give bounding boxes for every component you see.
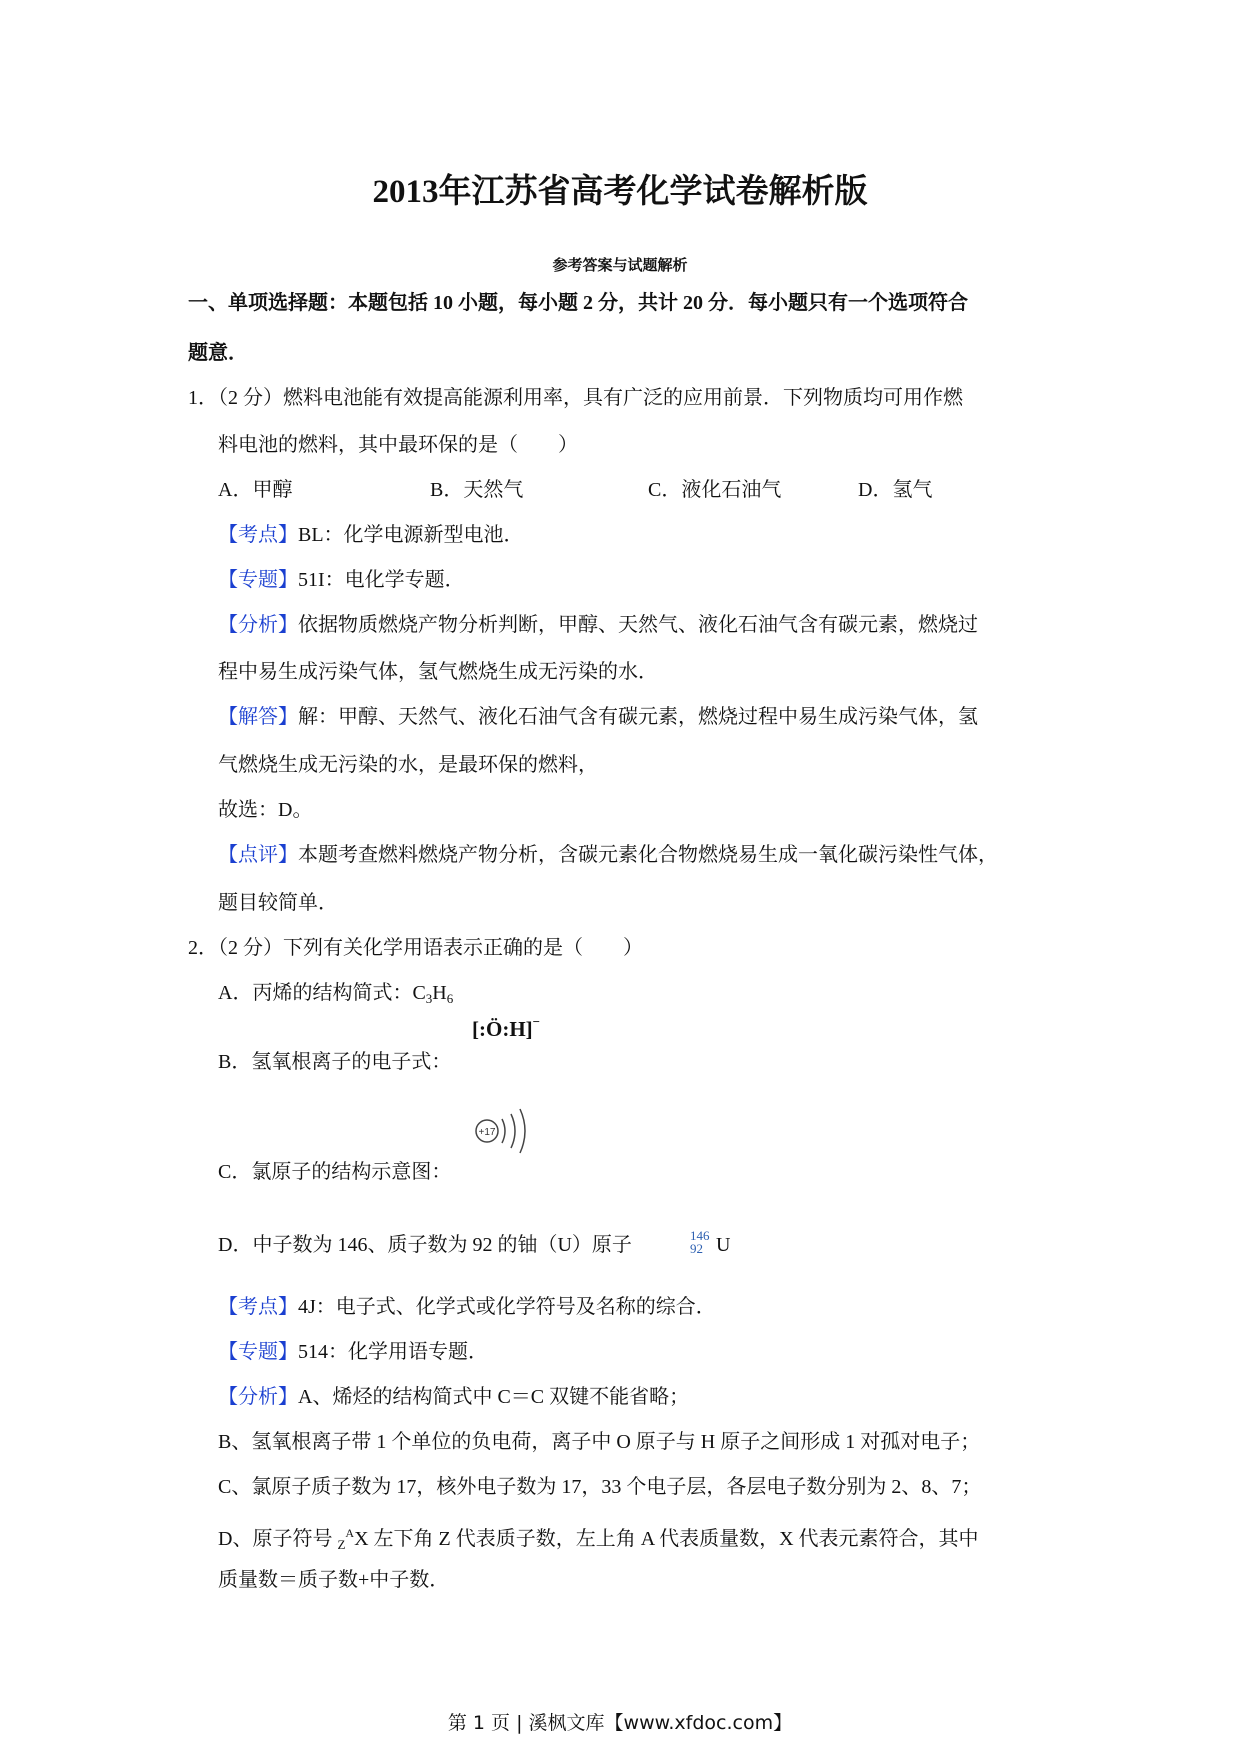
subscript: 3 xyxy=(425,991,433,1006)
q2-fenxi-d xyxy=(218,1521,979,1557)
q2-option-b: B．氢氧根离子的电子式： xyxy=(218,1051,452,1073)
element-symbol: U xyxy=(716,1234,731,1256)
uranium-nuclide-symbol xyxy=(690,1228,740,1258)
charge-sign: − xyxy=(532,1014,541,1029)
q2-option-a xyxy=(218,981,453,1011)
section-heading-line1: 一、单项选择题：本题包括 10 小题，每小题 2 分，共计 20 分．每小题只有一个选项符合 xyxy=(188,292,968,314)
atom-diagram-svg xyxy=(474,1105,544,1155)
zhuanti-text: 514：化学用语专题． xyxy=(298,1341,488,1363)
subscript: 6 xyxy=(446,991,454,1006)
chlorine-atom-structure-diagram xyxy=(474,1105,544,1155)
q2-fenxi-c: C、氯原子质子数为 17，核外电子数为 17，33 个电子层，各层电子数分别为 2、8、7； xyxy=(218,1476,982,1498)
zhuanti-text: 51I：电化学专题． xyxy=(298,569,465,591)
fenxi-d-text: D、原子符号 xyxy=(218,1528,338,1550)
page-footer: 第 1 页 | 溪枫文库【www.xfdoc.com】 xyxy=(447,1712,793,1734)
section-heading-line2: 题意． xyxy=(188,342,248,364)
q2-fenxi-b: B、氢氧根离子带 1 个单位的负电荷，离子中 O 原子与 H 原子之间形成 1 对孤对电子； xyxy=(218,1431,981,1453)
kaodian-tag: 【考点】 xyxy=(218,524,298,546)
q1-fenxi-line1 xyxy=(218,613,978,637)
q1-jieda-line1 xyxy=(218,705,978,729)
dianping-tag: 【点评】 xyxy=(218,844,298,866)
electron-shell-1 xyxy=(502,1119,505,1143)
fenxi-tag: 【分析】 xyxy=(218,1386,298,1408)
dianping-text: 本题考查燃料燃烧产物分析，含碳元素化合物燃烧易生成一氧化碳污染性气体， xyxy=(298,844,998,866)
fenxi-text: 依据物质燃烧产物分析判断，甲醇、天然气、液化石油气含有碳元素，燃烧过 xyxy=(298,614,978,636)
q2-fenxi-a xyxy=(218,1385,689,1409)
kaodian-text: 4J：电子式、化学式或化学符号及名称的综合． xyxy=(298,1296,716,1318)
jieda-text: 解：甲醇、天然气、液化石油气含有碳元素，燃烧过程中易生成污染气体，氢 xyxy=(298,706,978,728)
q2-option-a-text: A．丙烯的结构简式：C xyxy=(218,982,426,1004)
electron-shell-2 xyxy=(511,1114,515,1148)
q1-option-d: D．氢气 xyxy=(858,479,933,501)
fenxi-text: A、烯烃的结构简式中 C＝C 双键不能省略； xyxy=(298,1386,690,1408)
q2-fenxi-d-line2: 质量数＝质子数+中子数． xyxy=(218,1569,450,1591)
q2-kaodian xyxy=(218,1295,716,1319)
fenxi-tag: 【分析】 xyxy=(218,614,298,636)
q2-option-c: C．氯原子的结构示意图： xyxy=(218,1161,452,1183)
document-subtitle: 参考答案与试题解析 xyxy=(552,258,688,274)
subscript-z: Z xyxy=(337,1537,346,1552)
q1-kaodian xyxy=(218,523,524,547)
q1-jieda-line3: 故选：D。 xyxy=(218,799,313,821)
q1-fenxi-line2: 程中易生成污染气体，氢气燃烧生成无污染的水． xyxy=(218,661,658,683)
superscript-a: A xyxy=(345,1526,355,1540)
hydroxide-electron-formula xyxy=(472,1014,540,1042)
q1-dianping-line2: 题目较简单． xyxy=(218,892,338,914)
mass-number: 146 xyxy=(690,1228,710,1243)
kaodian-tag: 【考点】 xyxy=(218,1296,298,1318)
jieda-tag: 【解答】 xyxy=(218,706,298,728)
q2-option-a-h: H xyxy=(432,982,447,1004)
q1-stem-line1: 1．（2 分）燃料电池能有效提高能源利用率，具有广泛的应用前景．下列物质均可用作燃 xyxy=(188,387,963,409)
q1-option-c: C．液化石油气 xyxy=(648,479,782,501)
q1-stem-line2: 料电池的燃料，其中最环保的是（ ） xyxy=(218,434,578,456)
zhuanti-tag: 【专题】 xyxy=(218,569,298,591)
electron-shell-3 xyxy=(520,1109,525,1153)
fenxi-d-text-rest: X 左下角 Z 代表质子数，左上角 A 代表质量数，X 代表元素符合，其中 xyxy=(354,1528,979,1550)
q1-zhuanti xyxy=(218,568,465,592)
q1-option-b: B．天然气 xyxy=(430,479,524,501)
zhuanti-tag: 【专题】 xyxy=(218,1341,298,1363)
q2-zhuanti xyxy=(218,1340,488,1364)
q1-dianping-line1 xyxy=(218,843,998,867)
q1-option-a: A．甲醇 xyxy=(218,479,293,501)
nucleus-label: +17 xyxy=(478,1127,496,1138)
atomic-number: 92 xyxy=(690,1241,703,1256)
kaodian-text: BL：化学电源新型电池． xyxy=(298,524,524,546)
electron-formula-text: [:Ö:H] xyxy=(472,1017,533,1041)
document-title: 2013年江苏省高考化学试卷解析版 xyxy=(372,174,868,210)
q2-stem: 2．（2 分）下列有关化学用语表示正确的是（ ） xyxy=(188,937,643,959)
q1-jieda-line2: 气燃烧生成无污染的水，是最环保的燃料， xyxy=(218,754,598,776)
q2-option-d: D．中子数为 146、质子数为 92 的铀（U）原子 xyxy=(218,1234,632,1256)
